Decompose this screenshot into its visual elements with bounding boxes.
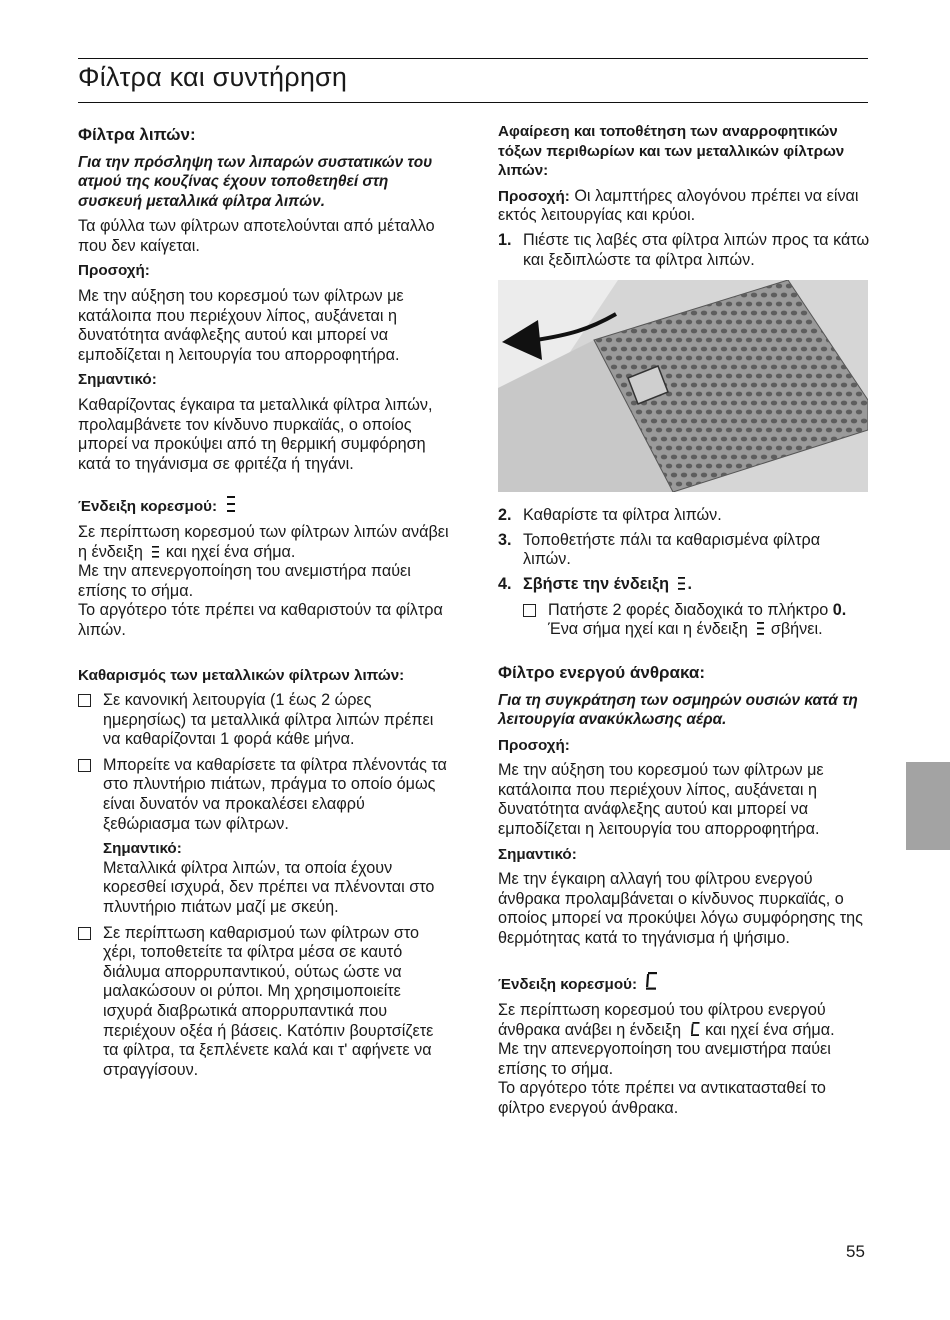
- grease-filters-heading: Φίλτρα λιπών:: [78, 125, 196, 144]
- carbon-saturation-heading: Ένδειξη κορεσμού:: [498, 971, 870, 995]
- caution-label: Προσοχή:: [78, 262, 150, 280]
- caution-label: Προσοχή:: [498, 736, 570, 754]
- important-text: Καθαρίζοντας έγκαιρα τα μεταλλικά φίλτρα λιπών, προλαμβάνετε τον κίνδυνο πυρκαϊάς, ο οποίος μπορεί να προκύψει από τη θερμική συμφόρηση κατά το τηγάνισμα σε φριτέζα ή τηγάνι.: [78, 395, 433, 473]
- grease-saturation-display-icon: [677, 576, 687, 591]
- cleaning-item: Μπορείτε να καθαρίσετε τα φίλτρα πλένοντάς τα στο πλυντήριο πιάτων, πράγμα το οποίο όμως είναι δυνατόν να προκαλέσει ελαφρύ ξεθώριασμα των φίλτρων. Σημαντικό: Μεταλλικά φίλτρα λιπών, τα οποία έχουν κορεσθεί ισχυρά, δεν πρέπει να πλένονται στο πλυντήριο πιάτων μαζί με σκεύη.: [78, 756, 450, 918]
- removal-caution: Προσοχή: Οι λαμπτήρες αλογόνου πρέπει να είναι εκτός λειτουργίας και κρύοι.: [498, 186, 859, 225]
- cleaning-item: Σε περίπτωση καθαρισμού των φίλτρων στο χέρι, τοποθετείτε τα φίλτρα μέσα σε καυτό διάλυμα απορρυπαντικού, ούτως ώστε να μαλακώσουν οι ρύποι. Μη χρησιμοποιείτε ισχυρά διαβρωτικά απορρυπαντικά που περιέχουν οξέα ή βάσεις. Κατόπιν βουρτσίζετε τα φίλτρα, τα ξεπλένετε καλά και τ' αφήνετε να στραγγίσουν.: [78, 924, 450, 1081]
- step-3: 3. Τοποθετήστε πάλι τα καθαρισμένα φίλτρα λιπών.: [498, 530, 821, 569]
- page-title: Φίλτρα και συντήρηση: [78, 62, 348, 92]
- grease-filter-illustration: [498, 280, 868, 492]
- caution-text: Με την αύξηση του κορεσμού των φίλτρων με κατάλοιπα που περιέχουν λίπος, αυξάνεται η δυνατότητα ανάφλεξης αυτού και μπορεί να εμποδίζεται η λειτουργία του απορροφητήρα.: [78, 287, 404, 364]
- important-label: Σημαντικό:: [103, 840, 182, 858]
- checkbox-bullet-icon: [78, 927, 91, 940]
- carbon-filter-intro: Για τη συγκράτηση των οσμηρών ουσιών κατά τη λειτουργία ανακύκλωσης αέρα.: [498, 691, 858, 729]
- cleaning-heading: Καθαρισμός των μεταλλικών φίλτρων λιπών:: [78, 666, 405, 684]
- left-column: [78, 122, 450, 1086]
- carbon-saturation-text: Σε περίπτωση κορεσμού του φίλτρου ενεργού άνθρακα ανάβει η ένδειξη και ηχεί ένα σήμα. Με την απενεργοποίηση του ανεμιστήρα παύει επίσης το σήμα. Το αργότερο τότε πρέπει να αντικατασταθεί το φίλτρο ενεργού άνθρακα.: [498, 1001, 835, 1118]
- chapter-tab-marker: [906, 762, 950, 850]
- grease-saturation-display-icon: [756, 621, 766, 636]
- carbon-filter-heading: Φίλτρο ενεργού άνθρακα:: [498, 662, 705, 682]
- step-1: 1. Πιέστε τις λαβές στα φίλτρα λιπών προς τα κάτω και ξεδιπλώστε τα φίλτρα λιπών.: [498, 230, 870, 269]
- grease-filters-material-text: Τα φύλλα των φίλτρων αποτελούνται από μέταλλο που δεν καίγεται.: [78, 217, 435, 255]
- header-bottom-rule: [78, 102, 868, 103]
- important-label: Σημαντικό:: [498, 845, 577, 863]
- checkbox-bullet-icon: [78, 694, 91, 707]
- grease-saturation-display-icon: [225, 495, 237, 513]
- checkbox-bullet-icon: [78, 759, 91, 772]
- step-4-substep: Πατήστε 2 φορές διαδοχικά το πλήκτρο 0. Ένα σήμα ηχεί και η ένδειξη σβήνει.: [523, 601, 870, 640]
- important-label: Σημαντικό:: [78, 371, 157, 389]
- removal-heading: Αφαίρεση και τοποθέτηση των αναρροφητικών τόξων περιθωρίων και των μεταλλικών φίλτρων λιπών:: [498, 123, 845, 180]
- step-4: 4. Σβήστε την ένδειξη . Πατήστε 2 φορές διαδοχικά το πλήκτρο 0. Ένα σήμα ηχεί και η ένδειξη σβήνει.: [498, 575, 870, 640]
- grease-filters-intro: Για την πρόσληψη των λιπαρών συστατικών του ατμού της κουζίνας έχουν τοποθετηθεί στη συσκευή μεταλλικά φίλτρα λιπών.: [78, 154, 433, 210]
- important-text: Με την έγκαιρη αλλαγή του φίλτρου ενεργού άνθρακα προλαμβάνεται ο κίνδυνος πυρκαϊάς, ο οποίος μπορεί να προκύψει λόγω συμφόρησης της θερμότητας κατά το τηγάνισμα ή ψήσιμο.: [498, 870, 863, 947]
- cleaning-item: Σε κανονική λειτουργία (1 έως 2 ώρες ημερησίως) τα μεταλλικά φίλτρα λιπών πρέπει να καθαρίζονται 1 φορά κάθε μήνα.: [78, 691, 450, 750]
- important-text: Μεταλλικά φίλτρα λιπών, τα οποία έχουν κορεσθεί ισχυρά, δεν πρέπει να πλένονται στο πλυντήριο πιάτων μαζί με σκεύη.: [103, 858, 435, 917]
- carbon-saturation-display-icon: [645, 971, 659, 991]
- right-column: [498, 122, 870, 1124]
- page-number: 55: [846, 1242, 865, 1261]
- saturation-text: Σε περίπτωση κορεσμού των φίλτρων λιπών ανάβει η ένδειξη και ηχεί ένα σήμα. Με την απενεργοποίηση του ανεμιστήρα παύει επίσης το σήμα. Το αργότερο τότε πρέπει να καθαριστούν τα φίλτρα λιπών.: [78, 522, 449, 639]
- grease-saturation-display-icon: [151, 545, 161, 559]
- caution-text: Με την αύξηση του κορεσμού των φίλτρων με κατάλοιπα που περιέχουν λίπος, αυξάνεται η δυνατότητα ανάφλεξης αυτού και μπορεί να εμποδίζεται η λειτουργία του απορροφητήρα.: [498, 761, 824, 838]
- header-top-rule: [78, 58, 868, 59]
- saturation-indicator-heading: Ένδειξη κορεσμού:: [78, 495, 450, 517]
- carbon-saturation-display-icon: [690, 1021, 701, 1037]
- checkbox-bullet-icon: [523, 604, 536, 617]
- step-2: 2. Καθαρίστε τα φίλτρα λιπών.: [498, 506, 722, 525]
